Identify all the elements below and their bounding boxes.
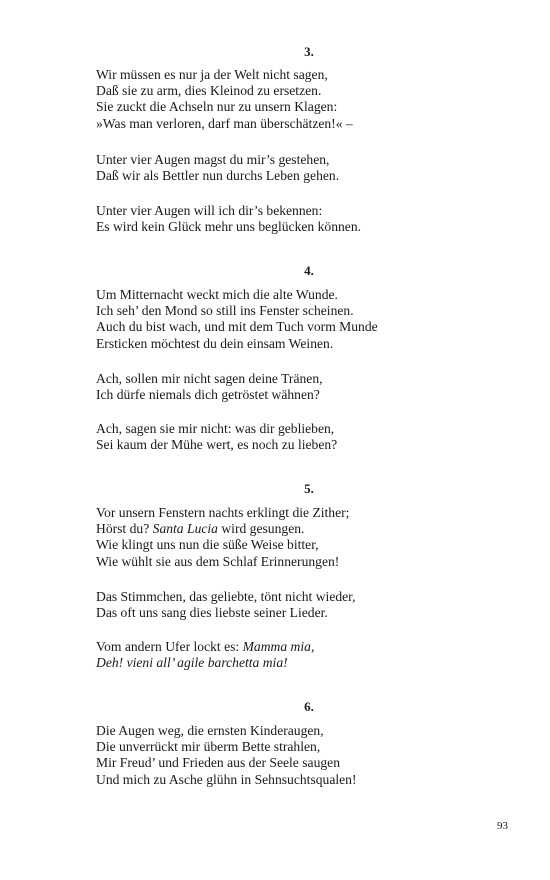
verse-line: Mir Freud’ und Frieden aus der Seele saugen	[96, 755, 340, 771]
verse-line: Und mich zu Asche glühn in Sehnsuchtsqualen!	[96, 771, 357, 787]
verse-line: Ach, sagen sie mir nicht: was dir geblieben,	[96, 421, 335, 436]
verse-text: wird gesungen.	[217, 521, 305, 537]
stanza	[96, 152, 510, 184]
stanza	[96, 589, 510, 621]
stanza	[96, 639, 510, 671]
stanza	[96, 723, 510, 788]
section-number: 5.	[304, 481, 314, 496]
stanza	[96, 371, 510, 403]
verse-line	[96, 521, 510, 537]
verse-line: Daß wir als Bettler nun durchs Leben gehen.	[96, 168, 340, 184]
verse-line: Ich seh’ den Mond so still ins Fenster scheinen.	[96, 303, 354, 319]
page-number: 93	[497, 820, 508, 832]
stanza	[96, 505, 510, 570]
verse-line	[96, 639, 510, 655]
verse-line: Deh! vieni all’ agile barchetta mia!	[96, 655, 288, 671]
stanza	[96, 421, 510, 453]
verse-line: Unter vier Augen magst du mir’s gestehen,	[96, 152, 330, 167]
verse-line: Ach, sollen mir nicht sagen deine Tränen,	[96, 371, 323, 386]
verse-line: Das Stimmchen, das geliebte, tönt nicht wieder,	[96, 589, 356, 604]
song-title: Santa Lucia	[152, 521, 218, 537]
verse-text: Hörst du?	[96, 521, 153, 537]
verse-line: Es wird kein Glück mehr uns beglücken können.	[96, 219, 362, 235]
section-number: 3.	[304, 44, 314, 59]
verse-line: Ersticken möchtest du dein einsam Weinen.	[96, 335, 334, 351]
verse-line: Wir müssen es nur ja der Welt nicht sagen,	[96, 67, 328, 82]
verse-line: Die Augen weg, die ernsten Kinderaugen,	[96, 723, 324, 738]
stanza	[96, 67, 510, 132]
verse-line: Sie zuckt die Achseln nur zu unsern Klagen:	[96, 99, 338, 115]
verse-line: Um Mitternacht weckt mich die alte Wunde.	[96, 287, 338, 302]
verse-line: Vor unsern Fenstern nachts erklingt die Zither;	[96, 505, 350, 520]
section-number: 4.	[304, 263, 314, 278]
verse-line: Das oft uns sang dies liebste seiner Lieder.	[96, 605, 328, 621]
verse-text: Vom andern Ufer lockt es:	[96, 639, 243, 654]
verse-line: Wie wühlt sie aus dem Schlaf Erinnerungen!	[96, 553, 340, 569]
verse-line: Wie klingt uns nun die süße Weise bitter,	[96, 537, 319, 553]
verse-line: Ich dürfe niemals dich getröstet wähnen?	[96, 387, 320, 403]
verse-line: »Was man verloren, darf man überschätzen!« –	[96, 115, 353, 131]
stanza	[96, 287, 510, 352]
verse-line: Die unverrückt mir überm Bette strahlen,	[96, 739, 321, 755]
verse-line: Daß sie zu arm, dies Kleinod zu ersetzen.	[96, 83, 322, 99]
section-number: 6.	[304, 699, 314, 714]
italian-phrase: Mamma mia,	[242, 639, 315, 654]
verse-line: Unter vier Augen will ich dir’s bekennen:	[96, 203, 323, 218]
stanza	[96, 203, 510, 235]
verse-line: Sei kaum der Mühe wert, es noch zu lieben?	[96, 437, 338, 453]
verse-line: Auch du bist wach, und mit dem Tuch vorm Munde	[96, 319, 378, 335]
